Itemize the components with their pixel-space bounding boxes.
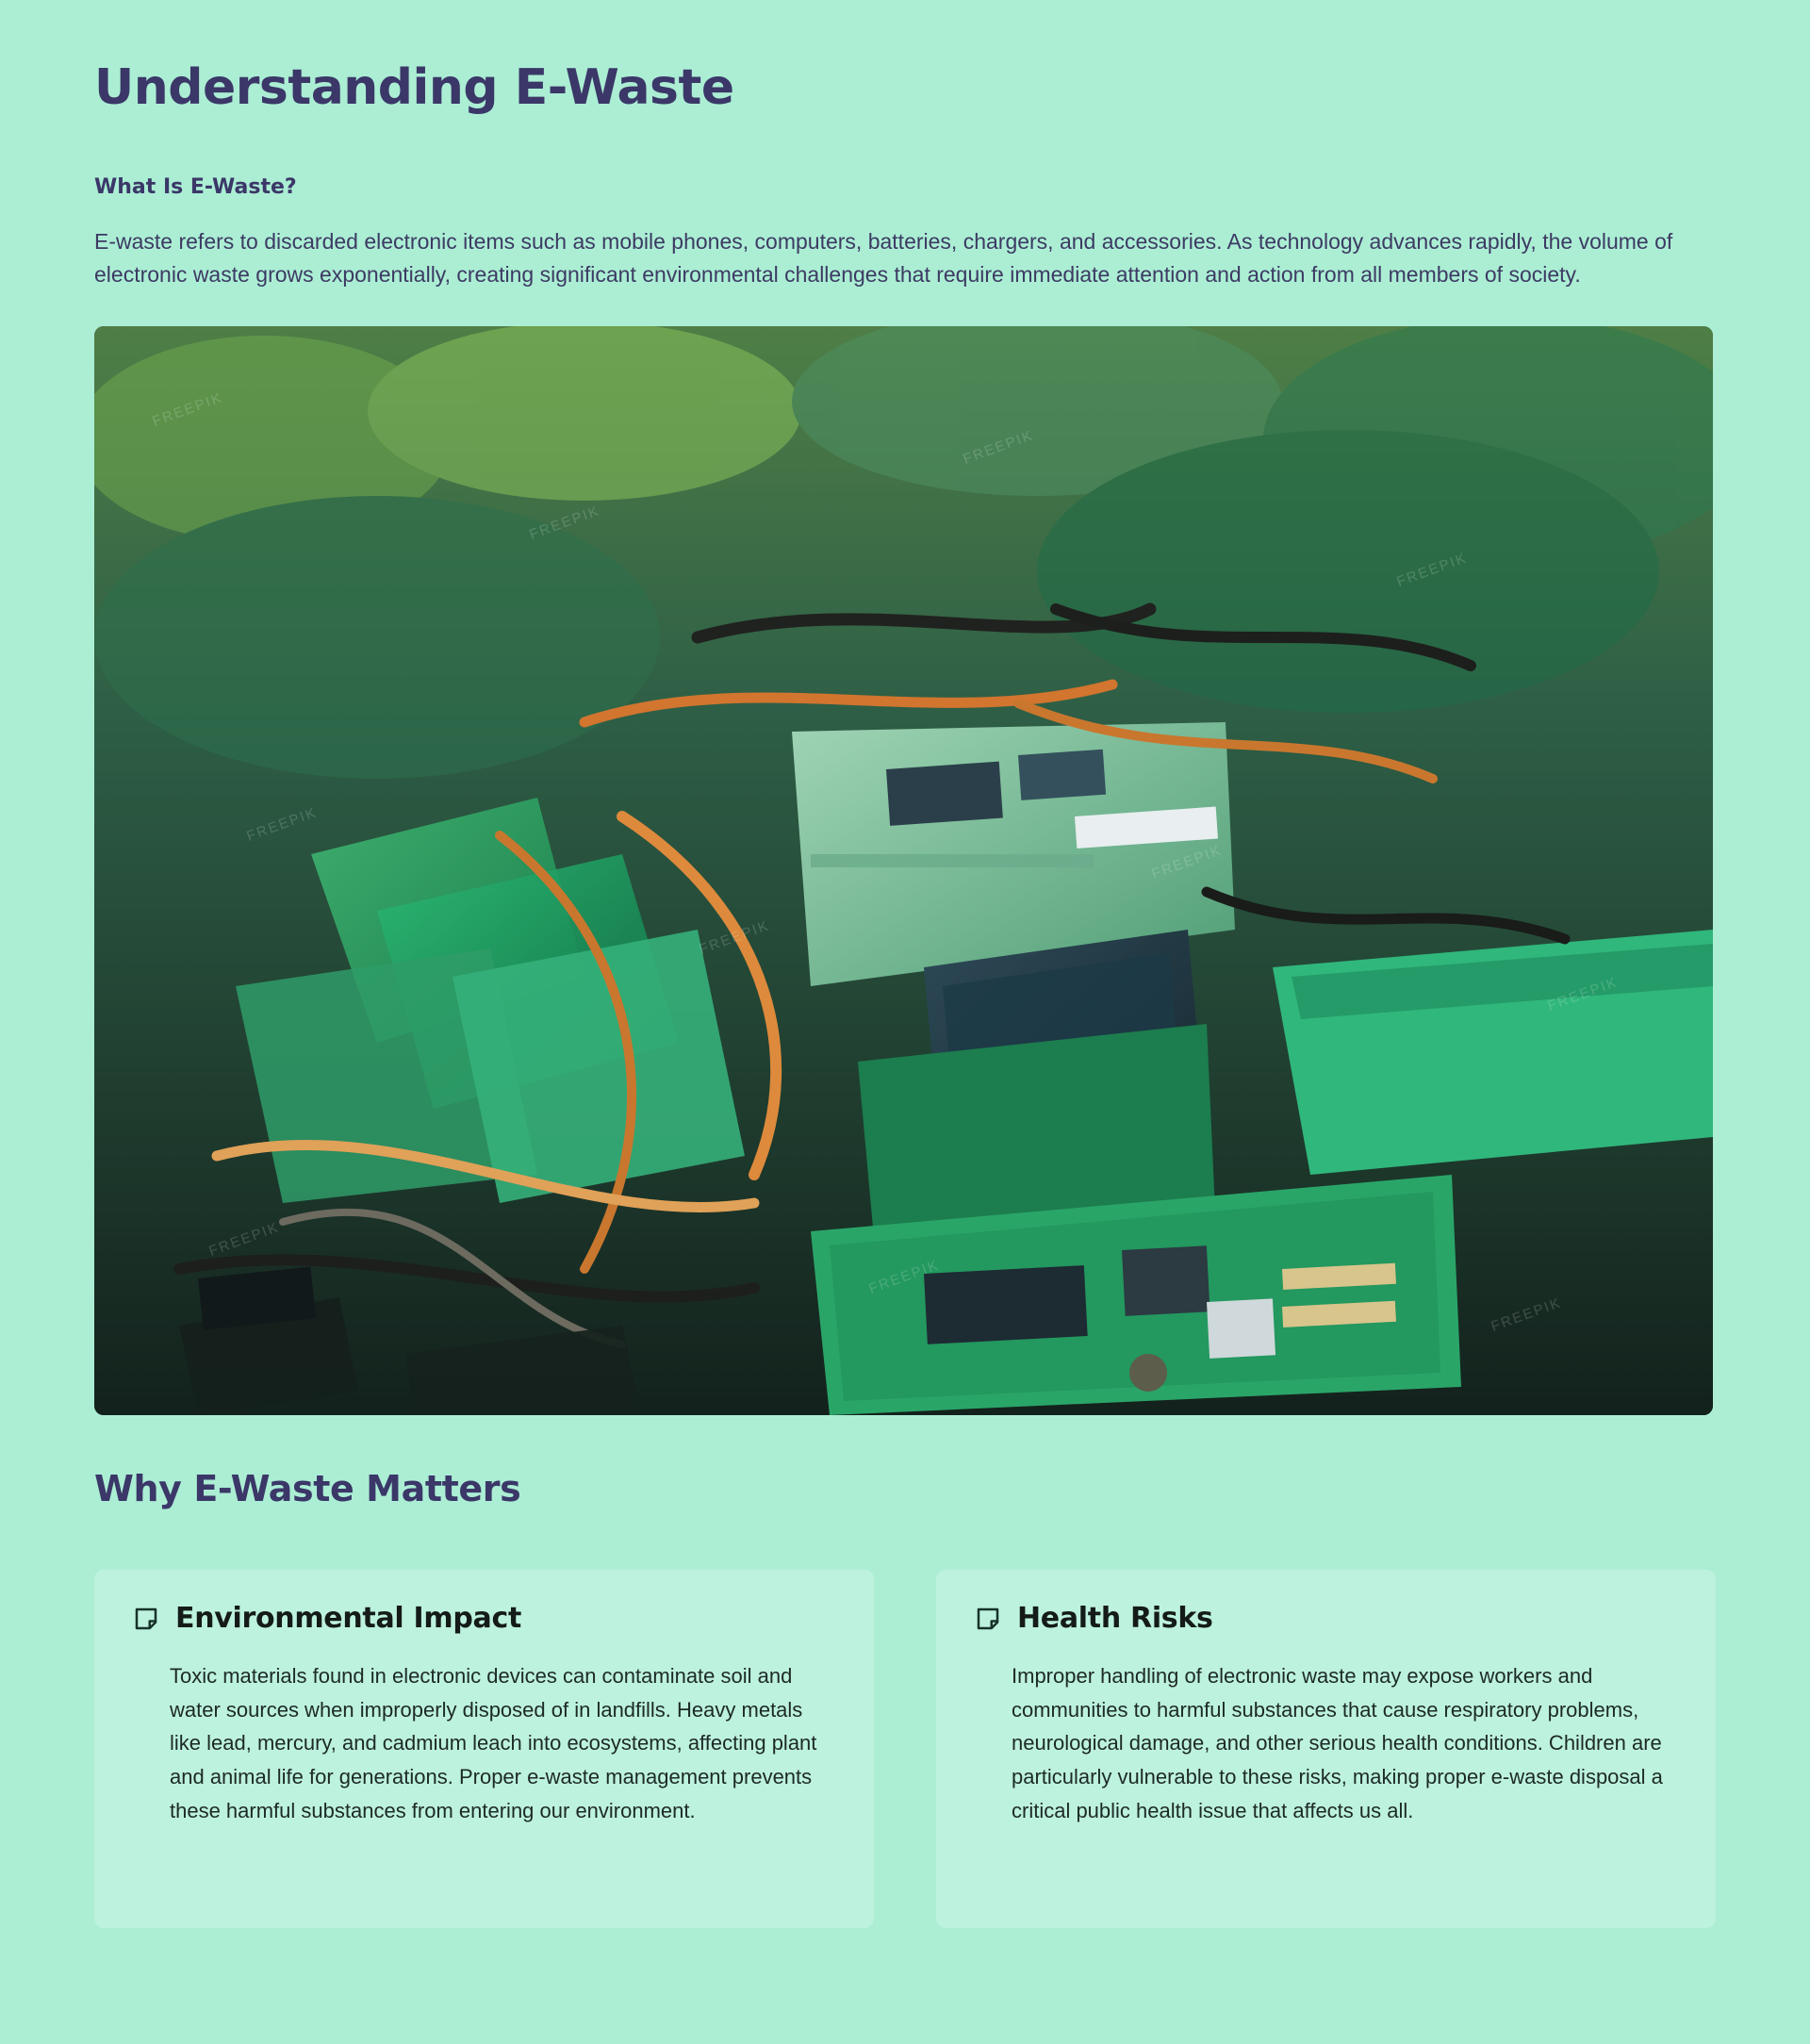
note-square-icon (974, 1605, 1002, 1633)
card-title: Environmental Impact (175, 1602, 521, 1636)
card-text: Toxic materials found in electronic devices can contaminate soil and water sources when improperly disposed of in landfills. Heavy metals like lead, mercury, and cadmium leach into ecosystems, affecting plant and animal life for generations. Proper e-waste management prevents these harmful substances from entering our environment. (170, 1664, 817, 1822)
card-health-risks (936, 1570, 1716, 1928)
card-title: Health Risks (1017, 1602, 1213, 1636)
hero-illustration (94, 326, 1713, 1415)
intro-heading: What Is E-Waste? (94, 174, 297, 199)
card-header (132, 1602, 836, 1635)
page-title: Understanding E-Waste (94, 59, 734, 116)
hero-image (94, 326, 1713, 1415)
card-text: Improper handling of electronic waste may expose workers and communities to harmful substances that cause respiratory problems, neurological damage, and other serious health conditions. Children are particularly vulnerable to these risks, making proper e-waste disposal a critical public health issue that affects us all. (1012, 1664, 1663, 1822)
card-environmental-impact (94, 1570, 874, 1928)
card-header (974, 1602, 1678, 1635)
section-title-why-ewaste-matters: Why E-Waste Matters (94, 1468, 521, 1510)
cards-container (94, 1570, 1716, 2013)
intro-paragraph: E-waste refers to discarded electronic items such as mobile phones, computers, batteries, chargers, and accessories. As technology advances rapidly, the volume of electronic waste grows exponentially, creating significant environmental challenges that require immediate attention and action from all members of society. (94, 228, 1673, 288)
note-square-icon (132, 1605, 160, 1633)
